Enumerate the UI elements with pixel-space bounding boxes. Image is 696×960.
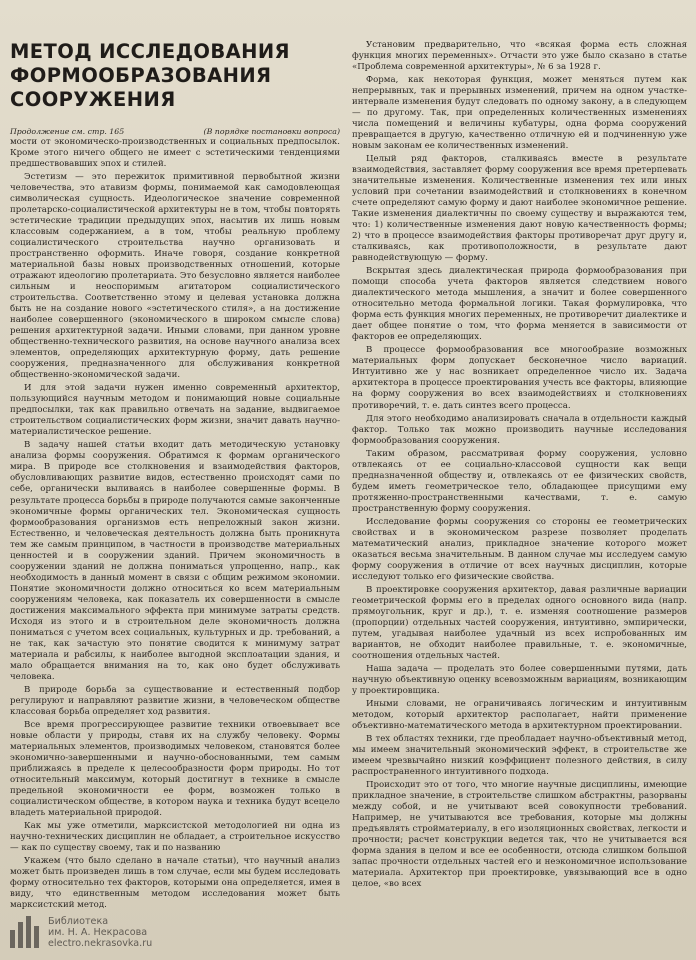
paragraph: Все время прогрессирующее развитие техники отвоевывает все новые области у природы, ставя их на службу человеку. Формы материальных элементов, производимых человеком, становятся более экономично-завершенными и научно-обоснованными, тем самым приближаясь в пределе к целесообразности форм природы. Но тот относительный максимум, который достигнут в технике в смысле предельной экономичности ее форм, возможен только в социалистическом обществе, в котором наука и техника будут всецело владеть материальной природой. xyxy=(10,719,340,818)
paragraph: Таким образом, рассматривая форму сооружения, условно отвлекаясь от ее социально-классовой сущности как вещи предназначенной обществу и, отвлекаясь от ее физических свойств, будем иметь геометрическое тело, обладающее присущими ему протяженно-пространственными качествами, т. е. самую пространственную форму сооружения. xyxy=(352,448,687,514)
left-column xyxy=(10,40,340,913)
library-url: electro.nekrasovka.ru xyxy=(48,938,153,949)
paragraph: И для этой задачи нужен именно современный архитектор, пользующийся научным методом и понимающий новые социальные предпосылки, так как правильно отвечать на задание, выдвигаемое строительством социалистических форм жизни, значит давать научно-материалистическое решение. xyxy=(10,383,340,438)
library-logo-icon xyxy=(10,916,40,948)
paragraph: Для этого необходимо анализировать сначала в отдельности каждый фактор. Только так можно производить научные исследования формообразования сооружения. xyxy=(352,413,687,446)
paragraph: Вскрытая здесь диалектическая природа формообразования при помощи способа учета факторов является следствием нового диалектического метода мышления, а значит и более совершенного относительно метода формальной логики. Такая формулировка, что форма есть функция многих переменных, не противоречит диалектике и дает общее понятие о том, что форма меняется в зависимости от факторов ее определяющих. xyxy=(352,266,687,343)
paragraph: Форма, как некоторая функция, может меняться путем как непрерывных, так и прерывных изменений, причем на одном участке-интервале изменения будут следовать по одному закону, а в следующем — по другому. Так, при определенных количественных изменениях числа помещений и величины кубатуры, одна форма сооружений превращается в другую, качественно отличную ей и подчиненную уже новым законам ее количественных изменений. xyxy=(352,75,687,152)
paragraph: Укажем (что было сделано в начале статьи), что научный анализ может быть произведен лишь в том случае, если мы будем исследовать форму относительно тех факторов, которыми она определяется, имея в виду, что единственным методом исследования может быть марксистский метод. xyxy=(10,856,340,911)
paragraph: мости от экономическо-производственных и социальных предпосылок. Кроме этого ничего общего не имеет с эстетическими тенденциями предшествовавших эпох и стилей. xyxy=(10,137,340,170)
article-title xyxy=(10,40,340,112)
library-text xyxy=(48,916,152,949)
continuation-row xyxy=(10,126,340,137)
paragraph: В задачу нашей статьи входит дать методическую установку анализа формы сооружения. Обратимся к формам органического мира. В природе все столкновения и взаимодействия факторов, обусловливающих развитие видов, естественно происходят сами по себе, органически выливаясь в наиболее совершенные формы. В результате процесса борьбы в природе получаются самые законченные экономичные формы органических тел. Экономическая сущность формообразования организмов есть непреложный закон жизни. Естественно, и человеческая деятельность должна быть проникнута тем же самым принципом, в частности в производстве материальных ценностей и в сооружении зданий. Причем экономичность в сооружении зданий не должна пониматься упрощенно, напр., как необходимость в данный момент в связи с общим режимом экономии. Понятие экономичности должно относиться ко всем материальным сооружениям человека, как показатель их совершенности в смысле достижения максимального эффекта при минимуме затраты средств. Исходя из этого и в строительном деле экономичность должна пониматься с учетом всех социальных, культурных и др. требований, а не так, как зачастую это понятие сводится к минимуму затрат материала и рабсилы, к наиболее выгодной эксплоатации здания, и мало обращается внимания на то, как оно будет обслуживать человека. xyxy=(10,440,340,682)
paragraph: Исследование формы сооружения со стороны ее геометрических свойствах и в экономическом разрезе позволяет проделать математический анализ, прикладное значение которого может оказаться весьма значительным. В данном случае мы исследуем самую форму сооружения в отличие от всех научных дисциплин, которые исследуют только его физические свойства. xyxy=(352,516,687,582)
paragraph: Как мы уже отметили, марксистской методологией ни одна из научно-технических дисциплин не обладает, а строительное искусство — как по существу своему, так и по названию xyxy=(10,820,340,853)
paragraph: В процессе формообразования все многообразие возможных материальных форм допускает бесконечное число вариаций. Интуитивно же у нас возникает определенное число их. Задача архитектора в процессе проектирования учесть все факторы, влияющие на форму сооружения во всех взаимодействиях и столкновениях противоречий, т. е. дать синтез всего процесса. xyxy=(352,345,687,411)
paragraph: Происходит это от того, что многие научные дисциплины, имеющие прикладное значение, в строительстве слишком абстрактны, разорваны между собой, и не учитывают всей совокупности требований. Например, не учитываются все требования, которые мы должны предъявлять стройматериалу, в его изоляционных свойствах, легкости и прочности; расчет конструкции ведется так, что не учитывается вся форма здания в целом и все ее особенности, отсюда слишком большой запас прочности отдельных частей его и неэкономичное использование материала. Архитектор при проектировке, увязывающий все в одно целое, «во всех xyxy=(352,780,687,890)
paragraph: Эстетизм — это пережиток примитивной первобытной жизни человечества, это атавизм формы, понимаемой как самодовлеющая символическая сущность. Идеологическое значение современной пролетарско-социалистической архитектуры не в том, чтобы повторять эстетические традиции предыдущих эпох, насытив их лишь новым классовым содержанием, а в том, чтобы реальную проблему социалистического строительства научно организовать и пространственно оформить. Иначе говоря, создание конкретной материальной базы новых производственных отношений, которые отражают идеологию пролетариата. Это безусловно является наиболее сильным и неоспоримым агитатором социалистического строительства. Соответственно этому и целевая установка должна быть не на создание нового «эстетического стиля», а на достижение наиболее совершенного (экономического в широком смысле слова) решения архитектурной задачи. Иными словами, при данном уровне общественно-технического развития, на основе научного анализа всех элементов, определяющих архитектурную форму, дать решение сооружения, предназначенного для обслуживания конкретной общественно-экономической задачи. xyxy=(10,172,340,381)
paragraph: В природе борьба за существование и естественный подбор регулируют и направляют развитие жизни, в человеческом обществе классовая борьба определяет ход развития. xyxy=(10,684,340,717)
title-line-1: МЕТОД ИССЛЕДОВАНИЯ xyxy=(10,40,290,63)
paragraph: Установим предварительно, что «всякая форма есть сложная функция многих переменных». Отчасти это уже было сказано в статье «Проблема современной архитектуры», № 6 за 1928 г. xyxy=(352,40,687,73)
library-name: Библиотека xyxy=(48,916,109,927)
paragraph: Наша задача — проделать это более совершенными путями, дать научную объективную оценку всевозможным вариациям, возникающим у проектировщика. xyxy=(352,663,687,696)
title-line-2: ФОРМООБРАЗОВАНИЯ СООРУЖЕНИЯ xyxy=(10,64,272,111)
paragraph: Целый ряд факторов, сталкиваясь вместе в результате взаимодействия, заставляет форму сооружения все время претерпевать значительные изменения. Количественные изменения тех или иных условий при сочетании взаимодействий и столкновениях в конечном счете определяют самую форму и дают наиболее экономичное решение. Такие изменения диалектичны по своему существу и выражаются тем, что: 1) количественные изменения дают новую качественность формы; 2) что в процессе взаимодействия факторы противоречат друг другу и, сталкиваясь, как противоположности, в результате дают равнодействующую — форму. xyxy=(352,154,687,264)
right-column xyxy=(352,40,687,892)
library-subname: им. Н. А. Некрасова xyxy=(48,927,148,938)
order-note: (В порядке постановки вопроса) xyxy=(203,127,340,136)
continuation-note: Продолжение см. стр. 165 xyxy=(10,127,125,136)
library-watermark xyxy=(10,914,210,954)
paragraph: В проектировке сооружения архитектор, давая различные вариации геометрической формы его в пределах одного основного вида (напр. прямоугольник, круг и др.), т. е. изменяя соотношение размеров (пропорции) отдельных частей сооружения, интуитивно, эмпирически, путем, угадывая наиболее удачный из всех испробованных им вариантов, не обходит наиболее правильные, т. е. экономичные, соотношения отдельных частей. xyxy=(352,584,687,661)
paragraph: В тех областях техники, где преобладает научно-объективный метод, мы имеем значительный экономический эффект, в строительстве же имеем чрезвычайно низкий коэффициент полезного действия, в силу распространенного интуитивного подхода. xyxy=(352,733,687,777)
paragraph: Иными словами, не ограничиваясь логическим и интуитивным методом, который архитектор располагает, найти применение объективно-математического метода в архитектурном проектировании. xyxy=(352,698,687,731)
